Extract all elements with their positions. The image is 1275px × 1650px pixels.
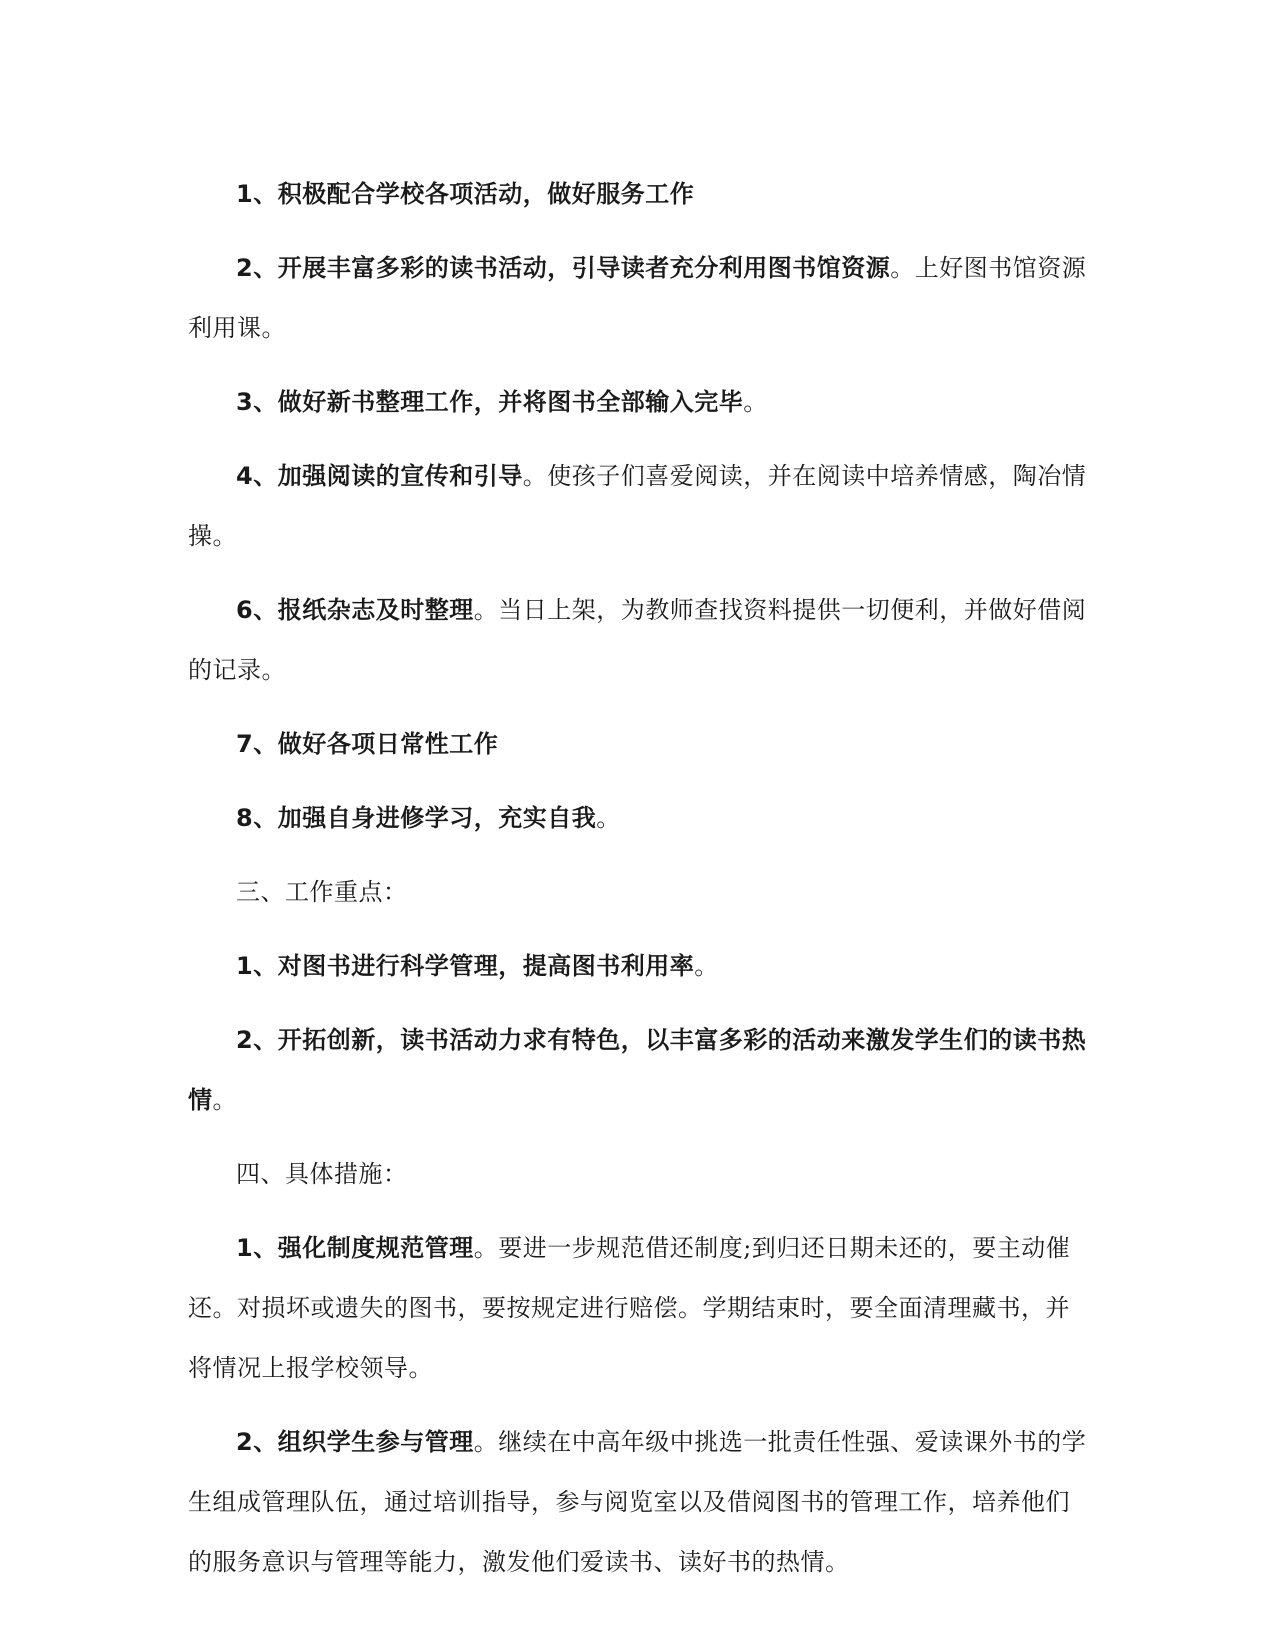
section-heading-4: [188, 1144, 1088, 1204]
paragraph-4: [188, 446, 1088, 566]
paragraph-10-text: 。要进一步规范借还制度;到归还日期未还的，要主动催还。对损坏或遗失的图书，要按规定进行赔偿。学期结束时，要全面清理藏书，并将情况上报学校领导。: [188, 1234, 1071, 1382]
section-heading-3-text: 三、工作重点：: [236, 878, 408, 906]
paragraph-10: [188, 1218, 1088, 1398]
paragraph-8-bold: 1、对图书进行科学管理，提高图书利用率: [236, 952, 695, 980]
paragraph-9-bold: 2、开拓创新，读书活动力求有特色，以丰富多彩的活动来激发学生们的读书热情: [188, 1026, 1087, 1114]
paragraph-2-text: 。上好图书馆资源利用课。: [188, 254, 1087, 342]
paragraph-4-bold: 4、加强阅读的宣传和引导: [236, 462, 523, 490]
paragraph-3: [188, 372, 1088, 432]
paragraph-5: [188, 580, 1088, 700]
section-heading-3: [188, 862, 1088, 922]
paragraph-9: [188, 1010, 1088, 1130]
paragraph-9-text: 。: [212, 1086, 237, 1114]
section-heading-4-text: 四、具体措施：: [236, 1160, 408, 1188]
paragraph-11-bold: 2、组织学生参与管理: [236, 1428, 474, 1456]
document-body: [188, 164, 1088, 1606]
paragraph-3-text: 。: [743, 388, 768, 416]
paragraph-1-bold: 1、积极配合学校各项活动，做好服务工作: [236, 180, 695, 208]
paragraph-3-bold: 3、做好新书整理工作，并将图书全部输入完毕: [236, 388, 744, 416]
paragraph-6: [188, 714, 1088, 774]
paragraph-7-bold: 8、加强自身进修学习，充实自我: [236, 804, 597, 832]
paragraph-7-text: 。: [596, 804, 621, 832]
paragraph-7: [188, 788, 1088, 848]
paragraph-5-text: 。当日上架，为教师查找资料提供一切便利，并做好借阅的记录。: [188, 596, 1087, 684]
paragraph-6-bold: 7、做好各项日常性工作: [236, 730, 499, 758]
paragraph-1: [188, 164, 1088, 224]
paragraph-8: [188, 936, 1088, 996]
paragraph-2: [188, 238, 1088, 358]
paragraph-5-bold: 6、报纸杂志及时整理: [236, 596, 474, 624]
paragraph-4-text: 。使孩子们喜爱阅读，并在阅读中培养情感，陶冶情操。: [188, 462, 1087, 550]
paragraph-11-text: 。继续在中高年级中挑选一批责任性强、爱读课外书的学生组成管理队伍，通过培训指导，参与阅览室以及借阅图书的管理工作，培养他们的服务意识与管理等能力，激发他们爱读书、读好书的热情。: [188, 1428, 1087, 1576]
paragraph-8-text: 。: [694, 952, 719, 980]
paragraph-11: [188, 1412, 1088, 1592]
paragraph-2-bold: 2、开展丰富多彩的读书活动，引导读者充分利用图书馆资源: [236, 254, 891, 282]
paragraph-10-bold: 1、强化制度规范管理: [236, 1234, 474, 1262]
